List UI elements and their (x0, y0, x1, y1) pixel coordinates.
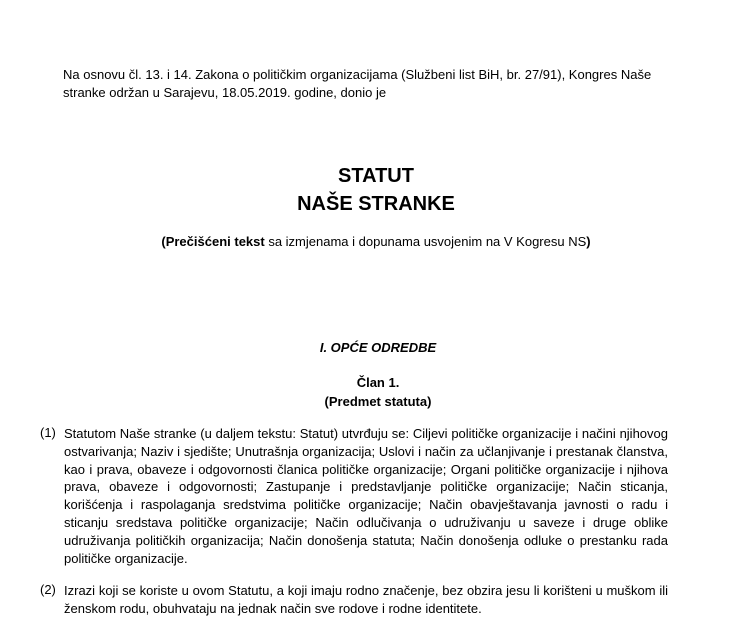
document-subtitle-party: NAŠE STRANKE (297, 193, 455, 215)
preamble-line-2: stranke održan u Sarajevu, 18.05.2019. godine, donio je (63, 85, 387, 100)
preamble-line-1: Na osnovu čl. 13. i 14. Zakona o političkim organizacijama (Službeni list BiH, br. 27/91), Kongres Naše (63, 67, 652, 82)
paragraph-number: (2) (40, 582, 56, 597)
article-name: (Predmet statuta) (324, 394, 432, 409)
paragraph-2 (40, 582, 668, 618)
paragraph-text: Statutom Naše stranke (u daljem tekstu: Statut) utvrđuju se: Ciljevi političke organizacije i načini njihovog ostvarivanja; Naziv i sjedište; Unutrašnja organizacija; Uslovi i način za učlanjivanje i prestanak članstva, kao i prava, obaveze i odgovornosti članica političke organizacije; Organi političke organizacije i njihova prava, obaveze i odgovornosti; Zastupanje i predstavljanje političke organizacije; Način sticanja, korišćenja i raspolaganja sredstvima političke organizacije; Način obavještavanja javnosti o radu i sticanju sredstava političke organizacije; Način odlučivanja o udruživanju u saveze i druge oblike udruživanja političkih organizacija; Način donošenja statuta; Način donošenja odluke o prestanku rada političke organizacije. (64, 426, 668, 566)
revision-note-rest: sa izmjenama i dopunama usvojenim na V Kogresu NS (264, 234, 587, 249)
revision-note-bold: Prečišćeni tekst (165, 234, 265, 249)
article-number: Član 1. (356, 375, 400, 390)
document-title: STATUT (338, 165, 414, 187)
article-heading (0, 373, 752, 411)
paragraph-number: (1) (40, 425, 56, 440)
paragraph-text: Izrazi koji se koriste u ovom Statutu, a koji imaju rodno značenje, bez obzira jesu li korišteni u muškom ili ženskom rodu, obuhvataju na jednak način sve rodove i rodne identitete. (64, 583, 668, 616)
paragraph-1 (40, 425, 668, 567)
revision-note (0, 233, 752, 251)
revision-open-paren: ( (161, 234, 166, 249)
revision-close-paren: ) (586, 234, 591, 249)
section-heading: I. OPĆE ODREDBE (319, 340, 437, 355)
preamble (63, 66, 663, 102)
